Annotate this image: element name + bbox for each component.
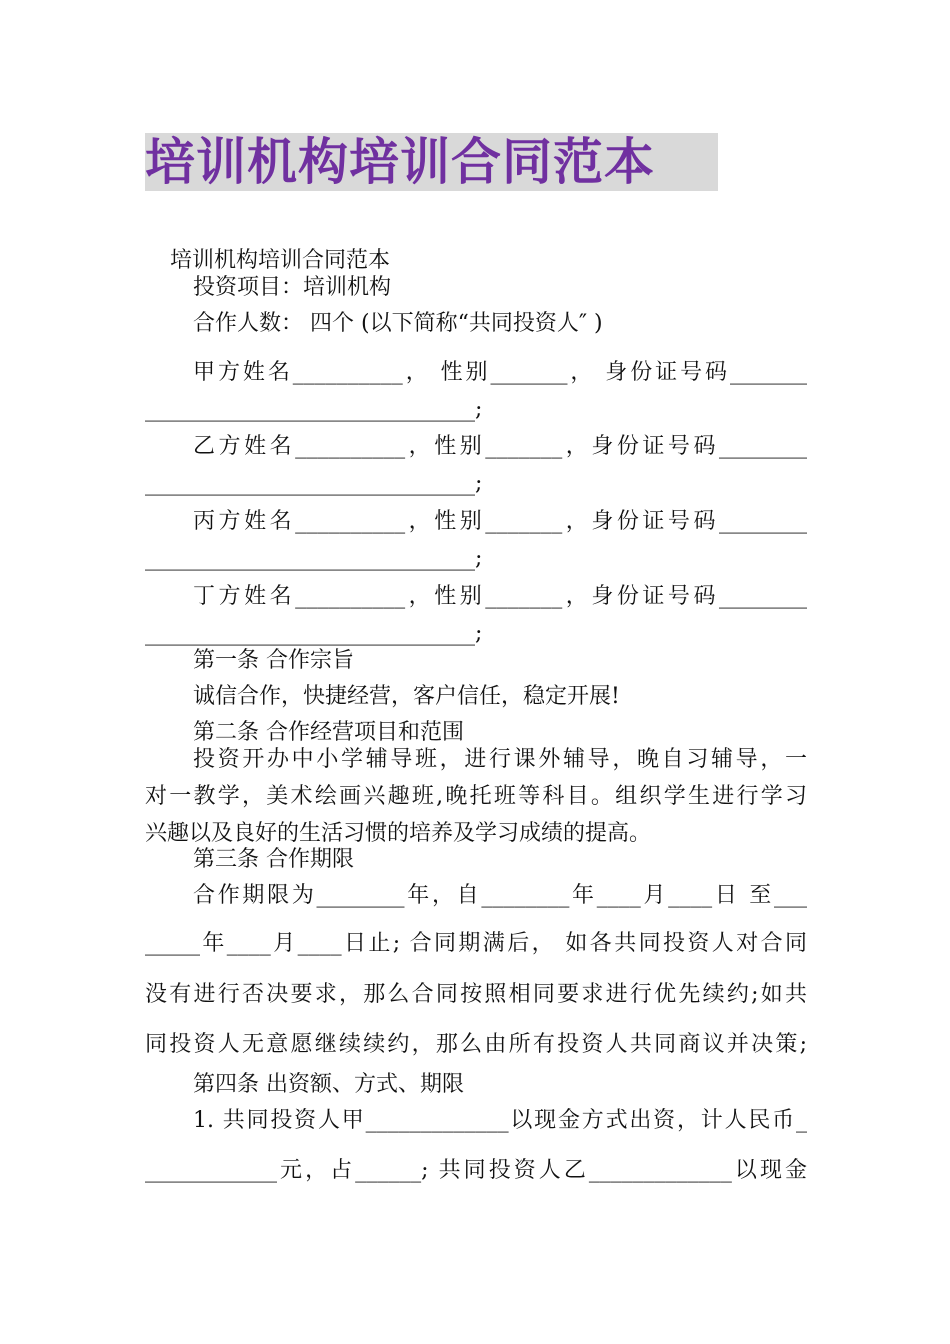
doc-line: 丁方姓名__________，性别_______，身份证号码________ bbox=[193, 584, 807, 609]
section-heading: 第四条 出资额、方式、期限 bbox=[193, 1072, 464, 1097]
section-heading: 第二条 合作经营项目和范围 bbox=[193, 720, 464, 745]
doc-line: ______________________________; bbox=[145, 397, 483, 422]
doc-line: 合作人数： 四个 (以下简称“共同投资人″ ) bbox=[193, 311, 603, 336]
doc-line: 投资开办中小学辅导班，进行课外辅导，晚自习辅导，一 bbox=[193, 747, 807, 772]
doc-line: ______________________________; bbox=[145, 471, 483, 496]
doc-line: 没有进行否决要求，那么合同按照相同要求进行优先续约;如共 bbox=[145, 982, 807, 1007]
doc-line: ______________________________; bbox=[145, 621, 483, 646]
doc-line: 同投资人无意愿继续续约，那么由所有投资人共同商议并决策; bbox=[145, 1032, 807, 1057]
doc-line: 丙方姓名__________，性别_______，身份证号码________ bbox=[193, 509, 807, 534]
document-title: 培训机构培训合同范本 bbox=[145, 133, 718, 191]
doc-line: 甲方姓名__________， 性别_______， 身份证号码_______ bbox=[193, 360, 807, 385]
doc-line: 兴趣以及良好的生活习惯的培养及学习成绩的提高。 bbox=[145, 821, 652, 846]
doc-line: 乙方姓名__________，性别_______，身份证号码________ bbox=[193, 434, 807, 459]
doc-subtitle: 培训机构培训合同范本 bbox=[170, 248, 391, 273]
doc-line: 合作期限为________年，自________年____月____日 至___ bbox=[193, 883, 807, 908]
doc-line: _____年____月____日止; 合同期满后， 如各共同投资人对合同 bbox=[145, 931, 807, 956]
doc-line: ______________________________; bbox=[145, 546, 483, 571]
doc-line: 对一教学，美术绘画兴趣班,晚托班等科目。组织学生进行学习 bbox=[145, 784, 807, 809]
doc-line: 投资项目：培训机构 bbox=[193, 275, 392, 300]
doc-line: ____________元，占______; 共同投资人乙_____________以现金 bbox=[145, 1158, 807, 1183]
doc-line: 诚信合作，快捷经营，客户信任，稳定开展! bbox=[193, 684, 620, 709]
section-heading: 第一条 合作宗旨 bbox=[193, 648, 354, 673]
doc-line: 1. 共同投资人甲_____________以现金方式出资，计人民币_ bbox=[193, 1108, 807, 1133]
section-heading: 第三条 合作期限 bbox=[193, 847, 354, 872]
